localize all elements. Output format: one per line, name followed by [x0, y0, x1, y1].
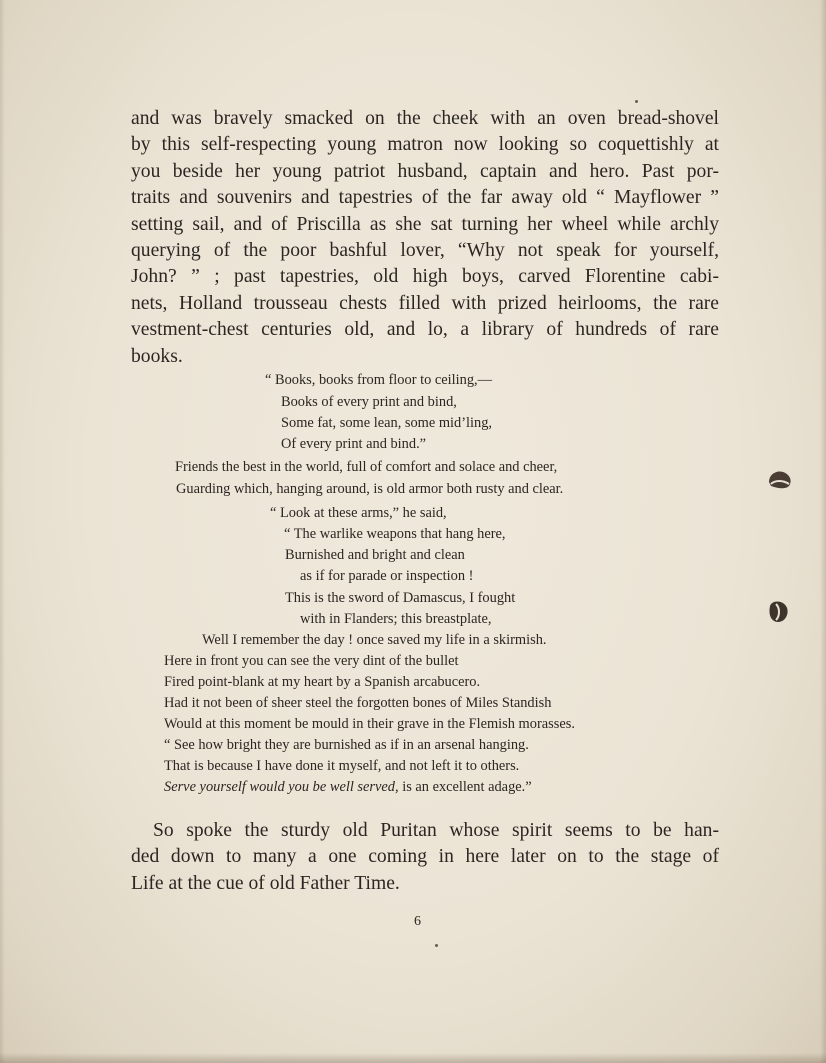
paragraph-1-line: books. [131, 345, 183, 367]
verse-italic-phrase: Serve yourself would you be well served, [164, 779, 399, 795]
verse-line: as if for parade or inspection ! [300, 568, 474, 584]
verse-line: That is because I have done it myself, and not left it to others. [164, 758, 520, 774]
page-edge-bottom [0, 1053, 826, 1063]
paragraph-1-line: querying of the poor bashful lover, “Why not speak for yourself, [131, 240, 719, 262]
paragraph-1-line: you beside her young patriot husband, captain and hero. Past por- [131, 160, 719, 182]
verse-line: Some fat, some lean, some mid’ling, [281, 415, 493, 431]
paragraph-1-line: John? ” ; past tapestries, old high boys, carved Florentine cabi- [131, 266, 719, 288]
page-edge-left [0, 0, 5, 1063]
verse-line: Guarding which, hanging around, is old armor both rusty and clear. [176, 481, 564, 497]
binding-hole-top [765, 466, 795, 496]
verse-line: Had it not been of sheer steel the forgotten bones of Miles Standish [164, 695, 552, 711]
verse-line: with in Flanders; this breastplate, [300, 611, 492, 627]
paragraph-1-line: traits and souvenirs and tapestries of the far away old “ Mayflower ” [131, 187, 719, 209]
verse-line: “ See how bright they are burnished as if in an arsenal hanging. [164, 737, 529, 753]
verse-line: Burnished and bright and clean [285, 547, 465, 563]
verse-line-last [164, 777, 532, 797]
verse-line: Of every print and bind.” [281, 436, 427, 452]
speck [435, 944, 438, 947]
verse-line: Would at this moment be mould in their grave in the Flemish morasses. [164, 716, 575, 732]
verse-line: Fired point-blank at my heart by a Spanish arcabucero. [164, 674, 481, 690]
verse-line: Books of every print and bind, [281, 394, 457, 410]
paragraph-2 [131, 818, 719, 897]
paragraph-2-line: ded down to many a one coming in here later on to the stage of [131, 846, 719, 868]
verse-line: “ The warlike weapons that hang here, [284, 526, 506, 542]
verse-line-rest: is an excellent adage.” [398, 779, 532, 795]
page-edge-right [820, 0, 826, 1063]
verse-line: Well I remember the day ! once saved my life in a skirmish. [202, 632, 547, 648]
verse-line: “ Look at these arms,” he said, [270, 505, 447, 521]
paragraph-1-line: and was bravely smacked on the cheek with an oven bread-shovel [131, 108, 719, 129]
binding-hole-bottom [762, 596, 792, 626]
page-number: 6 [414, 914, 421, 929]
paragraph-2-line: Life at the cue of old Father Time. [131, 872, 400, 894]
paragraph-1-line: by this self-respecting young matron now looking so coquettishly at [131, 134, 719, 156]
paragraph-1 [131, 106, 719, 370]
paragraph-2-line: So spoke the sturdy old Puritan whose spirit seems to be han- [153, 820, 719, 841]
paragraph-1-line: vestment-chest centuries old, and lo, a library of hundreds of rare [131, 319, 719, 341]
paragraph-1-line: setting sail, and of Priscilla as she sat turning her wheel while archly [131, 213, 719, 235]
verse-line: Here in front you can see the very dint of the bullet [164, 653, 459, 669]
speck [635, 100, 638, 103]
paragraph-1-line: nets, Holland trousseau chests filled with prized heirlooms, the rare [131, 292, 719, 314]
verse-line: Friends the best in the world, full of comfort and solace and cheer, [175, 459, 558, 475]
verse-line: “ Books, books from floor to ceiling,— [265, 372, 493, 388]
verse-line: This is the sword of Damascus, I fought [285, 590, 516, 606]
